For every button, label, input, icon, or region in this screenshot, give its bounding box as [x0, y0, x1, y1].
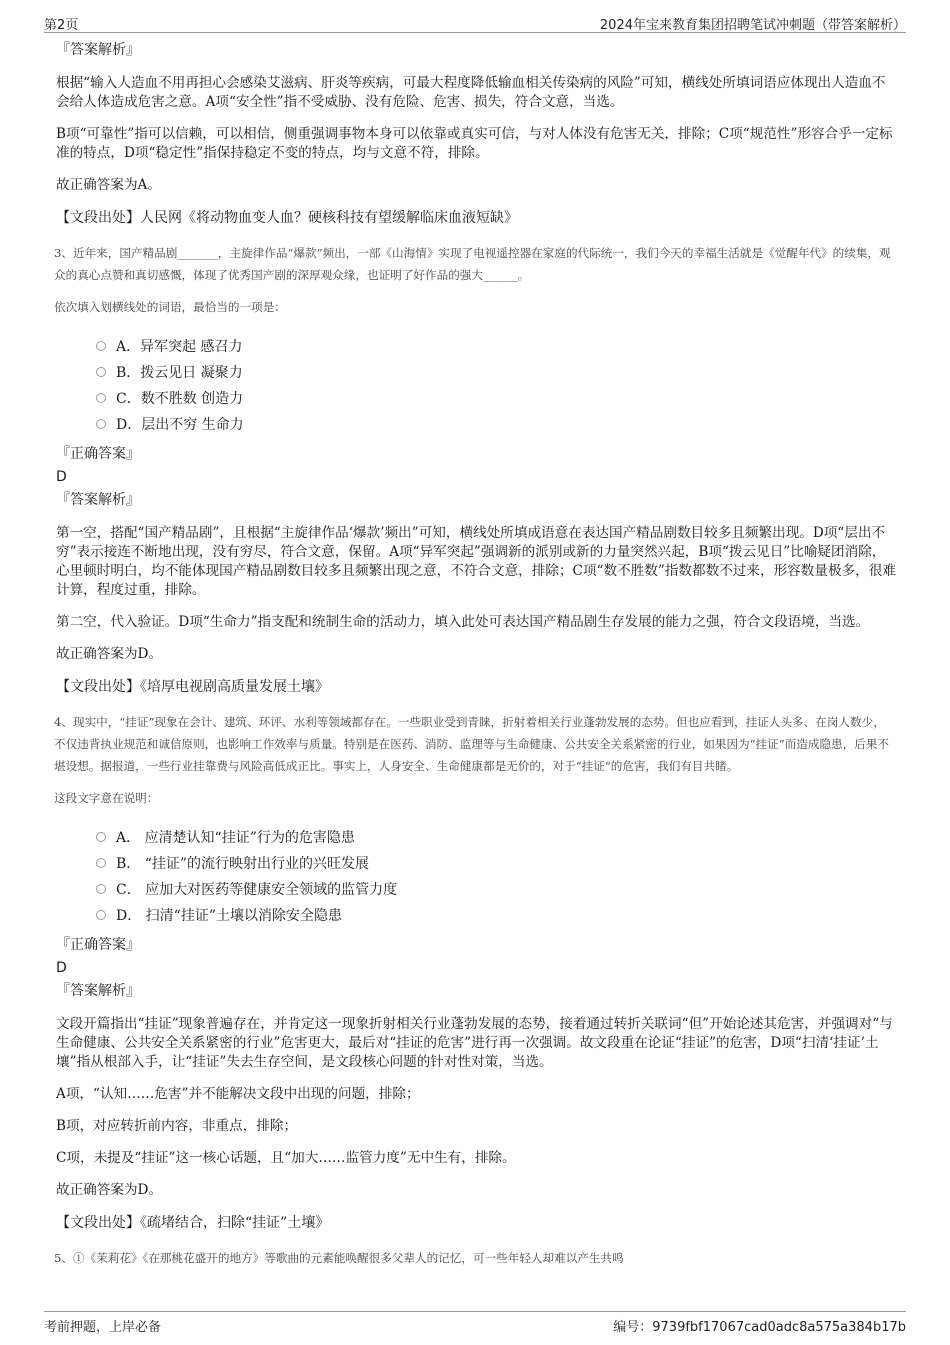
analysis-label: 『答案解析』 [56, 492, 140, 508]
page-number: 第2页 [44, 18, 79, 33]
option-label: A．异军突起 感召力 [116, 339, 243, 355]
correct-answer: D [56, 960, 67, 976]
radio-icon[interactable] [96, 832, 106, 842]
source-citation: 【文段出处】《疏堵结合，扫除“挂证”土壤》 [56, 1215, 330, 1231]
question-stem: 5、①《茉莉花》《在那桃花盛开的地方》等歌曲的元素能唤醒很多父辈人的记忆，可一些年轻人却难以产生共鸣 [54, 1251, 624, 1265]
radio-icon[interactable] [96, 367, 106, 377]
analysis-paragraph: B项，对应转折前内容，非重点，排除； [56, 1118, 298, 1134]
option-list [96, 825, 896, 929]
option-label: C． 应加大对医药等健康安全领域的监管力度 [116, 882, 398, 898]
page-header [44, 10, 906, 33]
source-citation: 【文段出处】人民网《将动物血变人血？硬核科技有望缓解临床血液短缺》 [56, 210, 518, 226]
option-a[interactable] [96, 334, 896, 360]
option-list [96, 334, 896, 438]
option-label: D．层出不穷 生命力 [116, 417, 244, 433]
analysis-paragraph: 第一空，搭配“国产精品剧”，且根据“主旋律作品‘爆款’频出”可知，横线处所填成语意在表达国产精品剧数目较多且频繁出现。D项“层出不穷”表示接连不断地出现，没有穷尽，符合文意，保留。A项“异军突起”强调新的派别或新的力量突然兴起，B项“拨云见日”比喻疑团消除，心里顿时明白，均不能体现国产精品剧数目较多且频繁出现之意，不符合文意，排除；C项“数不胜数”指数都数不过来，形容数量极多，很难计算，程度过重，排除。 [56, 525, 896, 598]
document-code: 编号：9739fbf17067cad0adc8a575a384b17b [613, 1320, 906, 1335]
analysis-label: 『答案解析』 [56, 42, 140, 58]
option-label: A． 应清楚认知“挂证”行为的危害隐患 [116, 830, 355, 846]
analysis-paragraph: C项，未提及“挂证”这一核心话题，且“加大……监管力度”无中生有，排除。 [56, 1150, 516, 1166]
radio-icon[interactable] [96, 884, 106, 894]
option-c[interactable] [96, 386, 896, 412]
option-b[interactable] [96, 851, 896, 877]
radio-icon[interactable] [96, 858, 106, 868]
radio-icon[interactable] [96, 419, 106, 429]
question-stem: 4、现实中，“挂证”现象在会计、建筑、环评、水利等领域都存在。一些职业受到青睐，折射着相关行业蓬勃发展的态势。但也应看到，挂证人头多、在岗人数少，不仅违背执业规范和诚信原则，也影响工作效率与质量。特别是在医药、消防、监理等与生命健康、公共安全关系紧密的行业，如果因为“挂证”而造成隐患，后果不堪设想。据报道，一些行业挂靠费与风险高低成正比。事实上，人身安全、生命健康都是无价的，对于“挂证”的危害，我们有目共睹。 [54, 715, 890, 773]
answer-label: 『正确答案』 [56, 446, 140, 462]
option-a[interactable] [96, 825, 896, 851]
option-label: C．数不胜数 创造力 [116, 391, 244, 407]
radio-icon[interactable] [96, 393, 106, 403]
question-stem: 3、近年来，国产精品剧_______，主旋律作品“爆款”频出，一部《山海情》实现了电视遥控器在家庭的代际统一，我们今天的幸福生活就是《觉醒年代》的续集，观众的真心点赞和真切感慨，体现了优秀国产剧的深厚观众缘，也证明了好作品的强大______。 [54, 246, 891, 282]
question-prompt: 这段文字意在说明： [54, 791, 159, 805]
analysis-paragraph: B项“可靠性”指可以信赖，可以相信，侧重强调事物本身可以依靠或真实可信，与对人体没有危害无关，排除；C项“规范性”形容合乎一定标准的特点，D项“稳定性”指保持稳定不变的特点，均与文意不符，排除。 [56, 126, 893, 161]
analysis-label: 『答案解析』 [56, 983, 140, 999]
analysis-paragraph: 故正确答案为D。 [56, 646, 163, 662]
analysis-paragraph: 根据“输入人造血不用再担心会感染艾滋病、肝炎等疾病，可最大程度降低输血相关传染病的风险”可知，横线处所填词语应体现出人造血不会给人体造成危害之意。A项“安全性”指不受威胁、没有危险、危害、损失，符合文意，当选。 [56, 75, 886, 110]
analysis-paragraph: 故正确答案为D。 [56, 1182, 163, 1198]
radio-icon[interactable] [96, 341, 106, 351]
correct-answer: D [56, 469, 67, 485]
source-citation: 【文段出处】《培厚电视剧高质量发展土壤》 [56, 679, 329, 695]
option-b[interactable] [96, 360, 896, 386]
document-title: 2024年宝来教育集团招聘笔试冲刺题（带答案解析） [599, 18, 906, 33]
analysis-paragraph: A项，“认知……危害”并不能解决文段中出现的问题，排除； [56, 1086, 420, 1102]
analysis-paragraph: 第二空，代入验证。D项“生命力”指支配和统制生命的活动力，填入此处可表达国产精品剧生存发展的能力之强，符合文段语境，当选。 [56, 614, 870, 630]
answer-label: 『正确答案』 [56, 937, 140, 953]
page-footer [44, 1311, 906, 1338]
option-label: B．拨云见日 凝聚力 [116, 365, 243, 381]
radio-icon[interactable] [96, 910, 106, 920]
option-c[interactable] [96, 877, 896, 903]
page-content [56, 40, 896, 1281]
footer-slogan: 考前押题，上岸必备 [44, 1320, 162, 1335]
analysis-paragraph: 文段开篇指出“挂证”现象普遍存在，并肯定这一现象折射相关行业蓬勃发展的态势，接着通过转折关联词“但”开始论述其危害，并强调对“与生命健康、公共安全关系紧密的行业”危害更大，最后对“挂证的危害”进行再一次强调。故文段重在论证“挂证”的危害，D项“扫清‘挂证’土壤”指从根部入手，让“挂证”失去生存空间，是文段核心问题的针对性对策，当选。 [56, 1016, 893, 1070]
option-label: B． “挂证”的流行映射出行业的兴旺发展 [116, 856, 370, 872]
option-d[interactable] [96, 412, 896, 438]
option-label: D． 扫清“挂证”土壤以消除安全隐患 [116, 908, 342, 924]
question-prompt: 依次填入划横线处的词语，最恰当的一项是： [54, 300, 286, 314]
option-d[interactable] [96, 903, 896, 929]
analysis-paragraph: 故正确答案为A。 [56, 177, 161, 193]
